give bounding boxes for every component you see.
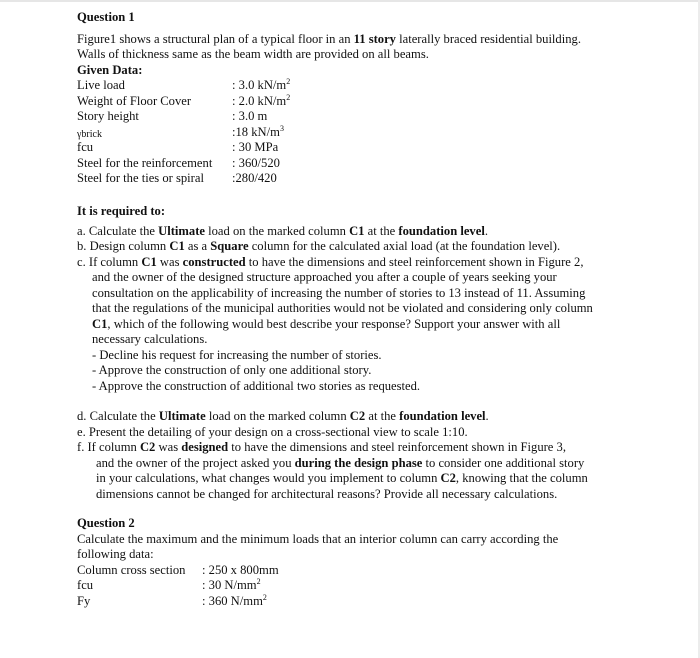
given-value: : 30 MPa [232,140,279,154]
option-one-story: - Approve the construction of only one additional story. [92,363,372,377]
q2-given-label: fcu [77,578,94,592]
intro-line-2: Walls of thickness same as the beam width are provided on all beams. [77,47,429,61]
q2-given-value: : 250 x 800mm [202,563,279,577]
item-b: b. Design column C1 as a Square column for the calculated axial load (at the foundation level). [77,239,561,253]
option-decline: - Decline his request for increasing the number of stories. [92,348,382,362]
item-d: d. Calculate the Ultimate load on the marked column C2 at the foundation level. [77,409,489,423]
q2-given-label: Column cross section [77,563,186,577]
given-value: : 2.0 $kN/m^2$ [232,93,291,108]
item-c-line-3: consultation on the applicability of increasing the number of stories to 13 instead of 11. Assuming [92,286,586,300]
given-label: Live load [77,78,125,92]
required-title: It is required to: [77,204,166,218]
given-value: : 360/520 [232,156,280,170]
item-a: a. Calculate the Ultimate load on the marked column C1 at the foundation level. [77,224,488,238]
q2-line-2: following data: [77,547,154,561]
item-c-line-6: necessary calculations. [92,332,208,346]
given-label: Steel for the reinforcement [77,156,213,170]
given-value: : 3.0 m [232,109,268,123]
item-f-line-3: in your calculations, what changes would you implement to column C2, knowing that the column [96,471,588,485]
item-c-line-2: and the owner of the designed structure approached you after a couple of years seeking your [92,270,557,284]
given-label: fcu [77,140,94,154]
item-c-line-5: C1, which of the following would best describe your response? Support your answer with all [92,317,561,331]
given-value: :280/420 [232,171,277,185]
item-c-line-1: c. If column C1 was constructed to have the dimensions and steel reinforcement shown in Figure 2, [77,255,584,269]
q2-given-value: : 360 $N/mm^2$ [202,593,267,608]
page-top-edge [0,0,700,2]
q2-given-value: : 30 $N/mm^2$ [202,577,261,592]
item-f-line-4: dimensions cannot be changed for architectural reasons? Provide all necessary calculations. [96,487,558,501]
given-label: Story height [77,109,139,123]
given-label: Weight of Floor Cover [77,94,192,108]
intro-line-1: Figure1 shows a structural plan of a typical floor in an 11 story laterally braced residential building. [77,32,581,46]
given-value: : 3.0 $kN/m^2$ [232,77,291,92]
question-2-title: Question 2 [77,516,135,530]
item-f-line-2: and the owner of the project asked you during the design phase to consider one additional story [96,456,585,470]
question-1-title: Question 1 [77,10,135,24]
item-f-line-1: f. If column C2 was designed to have the dimensions and steel reinforcement shown in Figure 3, [77,440,566,454]
given-data-title: Given Data: [77,63,143,77]
item-e: e. Present the detailing of your design on a cross-sectional view to scale 1:10. [77,425,468,439]
given-label: Steel for the ties or spiral [77,171,204,185]
given-label: γbrick [77,129,102,140]
given-value: :18 $kN/m^3$ [232,124,284,139]
option-two-stories: - Approve the construction of additional two stories as requested. [92,379,421,393]
q2-line-1: Calculate the maximum and the minimum loads that an interior column can carry according the [77,532,559,546]
q2-given-label: Fy [77,594,91,608]
item-c-line-4: that the regulations of the municipal authorities would not be violated and considering only column [92,301,593,315]
